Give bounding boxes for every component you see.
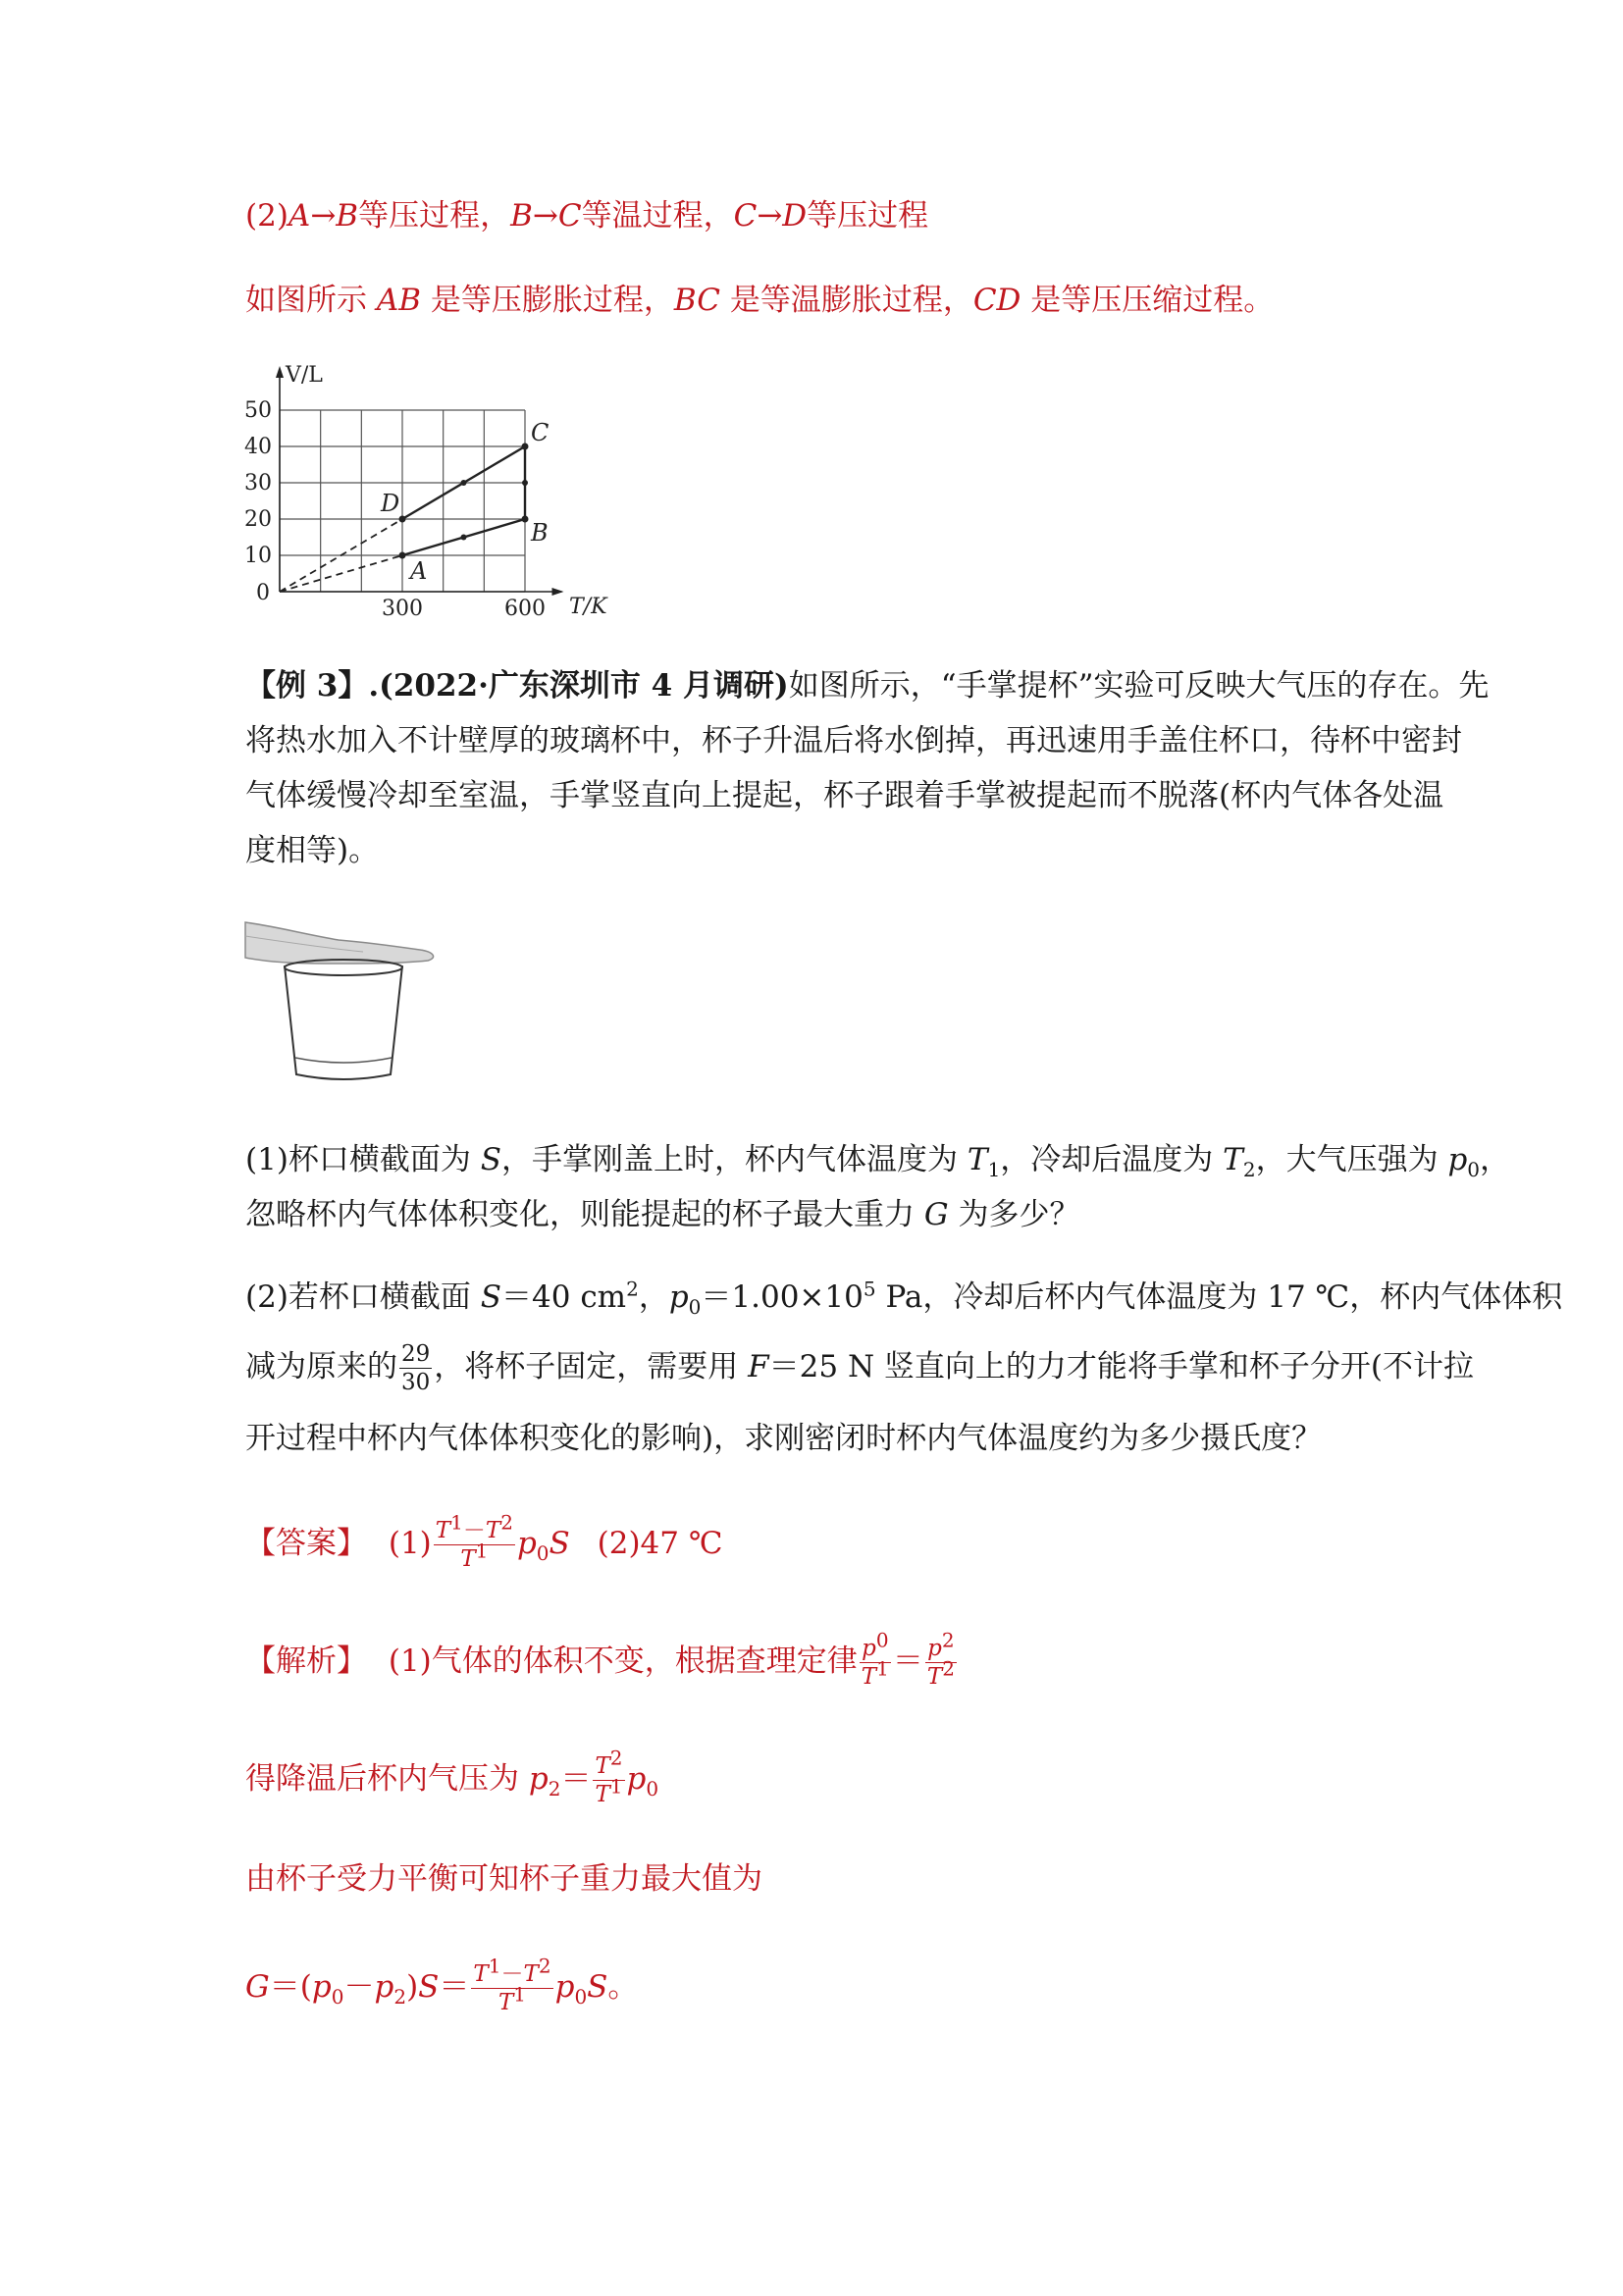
- x-tick-label: 600: [504, 597, 546, 621]
- state-b: B: [510, 198, 533, 234]
- state-label: D: [381, 490, 400, 517]
- state-point: [399, 552, 406, 559]
- text: 是等压膨胀过程，: [421, 283, 674, 318]
- question-2-line-1: (2)若杯口横截面 S＝40 $cm^2$，$p_0=1.00\times 10^5$ Pa，冷却后杯内气体温度为 17 ℃，杯内气体体积: [245, 1277, 1563, 1320]
- chart-grid: [280, 410, 525, 592]
- arrow: →: [532, 198, 558, 234]
- state-c: C: [557, 198, 582, 234]
- part-label: (2): [245, 198, 288, 234]
- y-tick-label: 40: [244, 435, 272, 459]
- question-2-line-2: 减为原来的 $\frac{29}{30}$ ，将杯子固定，需要用 F＝25 N 竖直向上的力才能将手掌和杯子分开(不计拉: [245, 1341, 1475, 1395]
- example-source: (2022·广东深圳市 4 月调研): [379, 668, 789, 704]
- x-axis-arrow: [552, 588, 564, 596]
- x-tick-label: 300: [382, 597, 423, 621]
- segment-midpoint: [461, 535, 467, 541]
- y-axis-label: V/L: [286, 363, 323, 388]
- chart-points: [380, 419, 549, 585]
- example-line-4: 度相等)。: [245, 833, 380, 868]
- state-point: [522, 444, 529, 450]
- analysis-line-4: $G=(p_0-p_2)S=$ $\frac{T^1-T^2}{T^1}$ $p_0S$。: [245, 1954, 639, 2015]
- question-1-line-2: 忽略杯内气体体积变化，则能提起的杯子最大重力 G 为多少？: [245, 1197, 1080, 1232]
- state-label: C: [531, 419, 550, 446]
- process-text: 等温过程，: [581, 198, 734, 234]
- segment-midpoint: [522, 480, 528, 486]
- state-a: A: [288, 198, 311, 234]
- fraction-29-30: $\frac{29}{30}$: [401, 1341, 431, 1395]
- answer-fraction: $\frac{T^1-T^2}{T^1}$: [435, 1510, 513, 1572]
- example-line-3: 气体缓慢冷却至室温，手掌竖直向上提起，杯子跟着手掌被提起而不脱落(杯内气体各处温: [245, 778, 1444, 813]
- y-tick-label: 20: [244, 507, 272, 532]
- text: 是等温膨胀过程，: [719, 283, 973, 318]
- state-b: B: [336, 198, 359, 234]
- analysis-tag: 【解析】: [245, 1644, 367, 1679]
- example-tag: 【例 3】.: [245, 668, 380, 704]
- state-point: [399, 516, 406, 523]
- process-text: 等压过程: [807, 198, 929, 234]
- question-1-line-1: (1)杯口横截面为 S，手掌刚盖上时，杯内气体温度为 $T_1$，冷却后温度为 $T_2$，大气压强为 $p_0$，: [245, 1142, 1511, 1182]
- arrow: →: [310, 198, 337, 234]
- segment-cd: CD: [972, 283, 1021, 318]
- origin-label: 0: [256, 581, 270, 605]
- y-tick-label: 10: [244, 544, 272, 568]
- analysis-line-2: 得降温后杯内气压为 $p_2=$ $\frac{T^2}{T^1}$ $p_0$: [245, 1746, 659, 1807]
- example-text: 如图所示，“手掌提杯”实验可反映大气压的存在。先: [788, 668, 1490, 704]
- state-point: [522, 516, 529, 523]
- answer-line: 【答案】 (1) $\frac{T^1-T^2}{T^1}$ $p_0S$ (2)47 ℃: [245, 1510, 723, 1572]
- x-axis-label: T/K: [569, 595, 607, 619]
- segment-ab: AB: [376, 283, 422, 318]
- state-d: D: [782, 198, 808, 234]
- segment-bc: BC: [673, 283, 720, 318]
- state-c: C: [733, 198, 758, 234]
- y-tick-label: 50: [244, 398, 272, 423]
- text: 是等压压缩过程。: [1021, 283, 1275, 318]
- arrow: →: [757, 198, 783, 234]
- state-label: A: [410, 557, 428, 585]
- dashed-segment: [280, 555, 402, 592]
- y-axis-arrow: [276, 366, 284, 378]
- example-line-2: 将热水加入不计壁厚的玻璃杯中，杯子升温后将水倒掉，再迅速用手盖住杯口，待杯中密封: [245, 723, 1462, 758]
- text: 如图所示: [245, 283, 377, 318]
- hand-cup-illustration: [245, 913, 442, 1089]
- answer-tag: 【答案】: [245, 1526, 367, 1561]
- process-summary-line: [245, 194, 928, 237]
- volume-temperature-chart: [236, 358, 607, 623]
- process-description-line: [245, 279, 1274, 322]
- process-text: 等压过程，: [358, 198, 511, 234]
- state-label: B: [531, 519, 549, 547]
- segment-midpoint: [461, 480, 467, 486]
- example-line-1: [245, 664, 1489, 707]
- chart-axes: [276, 363, 608, 619]
- y-tick-label: 30: [244, 471, 272, 496]
- analysis-line-3: 由杯子受力平衡可知杯子重力最大值为: [245, 1861, 762, 1897]
- analysis-line-1: 【解析】 (1)气体的体积不变，根据查理定律 $\frac{p^0}{T^1}$ ＝ $\frac{p^2}{T^2}$: [245, 1628, 955, 1690]
- question-2-line-3: 开过程中杯内气体体积变化的影响)，求刚密闭时杯内气体温度约为多少摄氏度？: [245, 1421, 1323, 1456]
